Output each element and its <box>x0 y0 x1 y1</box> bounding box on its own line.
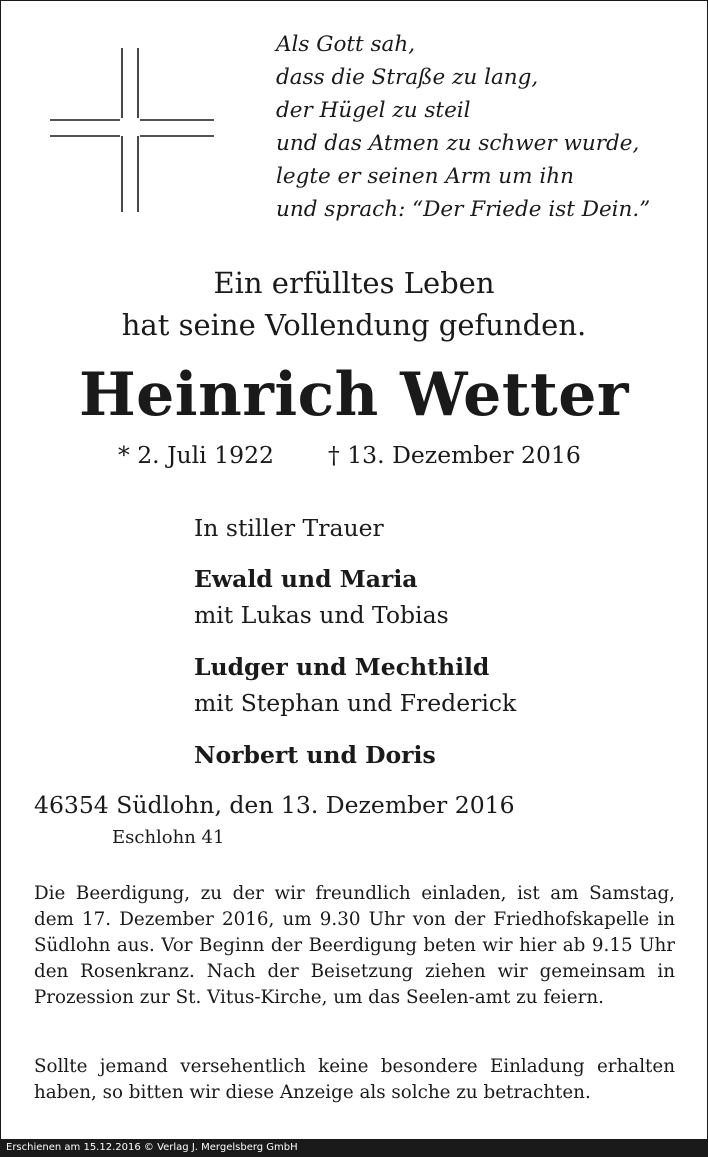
place-and-date: 46354 Südlohn, den 13. Dezember 2016 <box>34 791 515 819</box>
mourner-names: Ewald und Maria <box>194 565 418 593</box>
deceased-name: Heinrich Wetter <box>78 360 630 430</box>
mourner-names: Ludger und Mechthild <box>194 653 490 681</box>
mourner-group <box>194 561 694 633</box>
intro-text <box>0 262 708 346</box>
intro-line-1: Ein erfülltes Leben <box>213 266 495 300</box>
poem-line: und sprach: “Der Friede ist Dein.” <box>276 197 651 222</box>
mourners-list <box>194 510 694 789</box>
poem-line: der Hügel zu steil <box>276 98 471 123</box>
birth-date: * 2. Juli 1922 <box>118 441 274 469</box>
mourning-heading: In stiller Trauer <box>194 514 384 542</box>
mourner-names: Norbert und Doris <box>194 741 436 769</box>
poem-line: Als Gott sah, <box>276 32 416 57</box>
intro-line-2: hat seine Vollendung gefunden. <box>121 308 587 342</box>
publication-footer: Erschienen am 15.12.2016 © Verlag J. Mergelsberg GmbH <box>0 1139 708 1157</box>
address: Eschlohn 41 <box>112 827 225 848</box>
cross-icon <box>50 48 214 212</box>
funeral-notice: Die Beerdigung, zu der wir freundlich einladen, ist am Samstag, dem 17. Dezember 2016, um 9.30 Uhr von der Friedhofskapelle in Südlohn aus. Vor Beginn der Beerdigung beten wir hier ab 9.15 Uhr den Rosenkranz. Nach der Beisetzung ziehen wir gemeinsam in Prozession zur St. Vitus-Kirche, um das Seelen-amt zu feiern. <box>34 883 675 1008</box>
invitation-notice: Sollte jemand versehentlich keine besondere Einladung erhalten haben, so bitten wir diese Anzeige als solche zu betrachten. <box>34 1056 675 1103</box>
death-date: † 13. Dezember 2016 <box>328 441 581 469</box>
poem-line: und das Atmen zu schwer wurde, <box>276 131 640 156</box>
poem <box>276 28 696 226</box>
poem-line: legte er seinen Arm um ihn <box>276 164 574 189</box>
mourner-group <box>194 737 694 773</box>
poem-line: dass die Straße zu lang, <box>276 65 539 90</box>
mourner-with: mit Stephan und Frederick <box>194 689 517 717</box>
mourner-group <box>194 649 694 721</box>
mourner-with: mit Lukas und Tobias <box>194 601 449 629</box>
